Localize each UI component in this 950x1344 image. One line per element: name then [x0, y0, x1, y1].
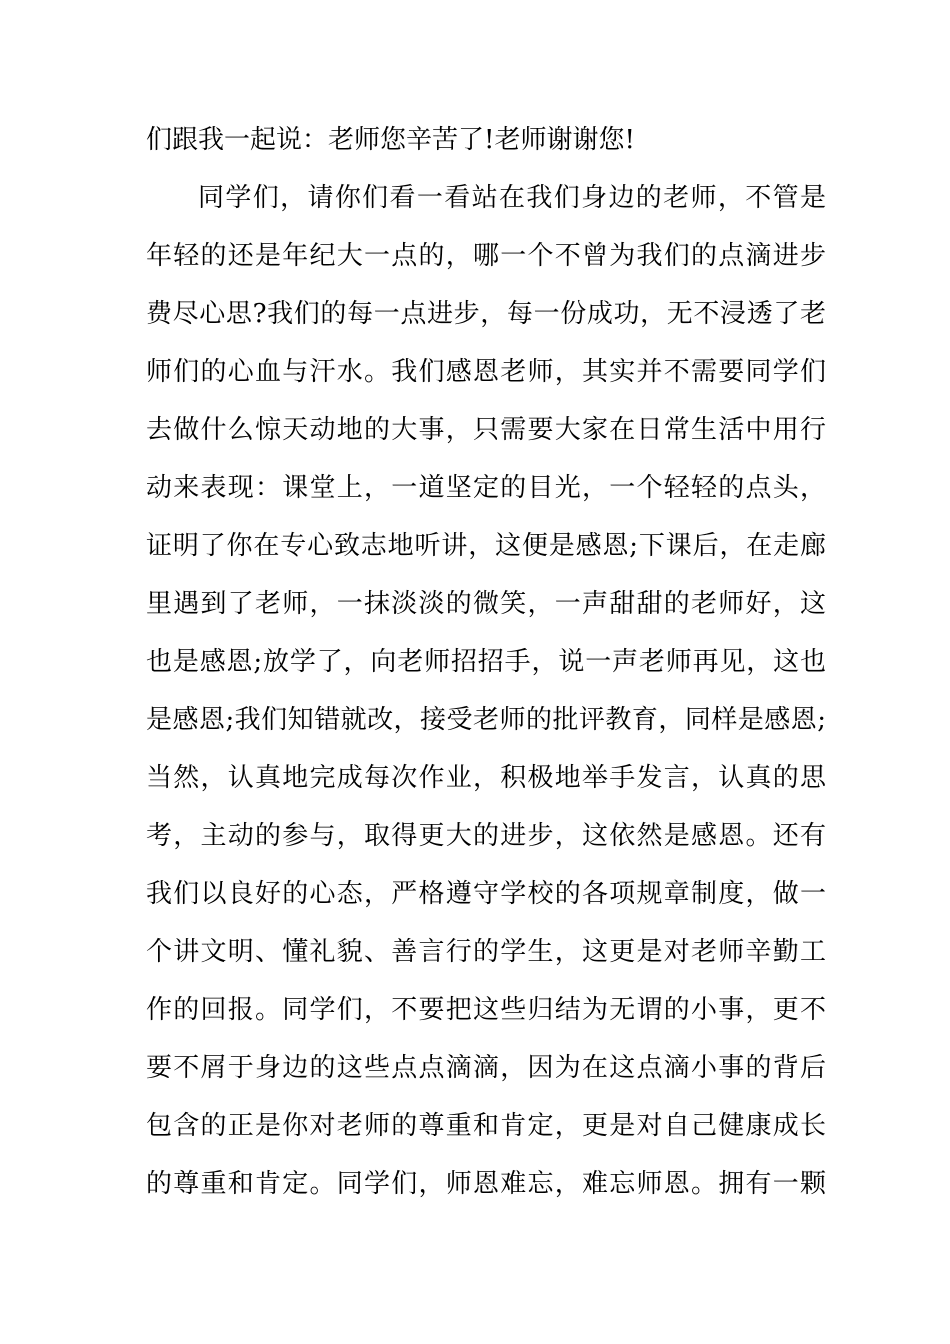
paragraph-first-line: 同学们，请你们看一看站在我们身边的老师，不管是 — [198, 183, 826, 213]
text-line-13: 考，主动的参与，取得更大的进步，这依然是感恩。还有 — [146, 821, 826, 851]
text-line-9: 里遇到了老师，一抹淡淡的微笑，一声甜甜的老师好，这 — [146, 589, 826, 619]
text-line-18: 包含的正是你对老师的尊重和肯定，更是对自己健康成长 — [146, 1111, 826, 1141]
text-line-4: 费尽心思?我们的每一点进步，每一份成功，无不浸透了老 — [146, 299, 826, 329]
text-line-17: 要不屑于身边的这些点点滴滴，因为在这点滴小事的背后 — [146, 1053, 826, 1083]
text-line-5: 师们的心血与汗水。我们感恩老师，其实并不需要同学们 — [146, 357, 826, 387]
text-line-16: 作的回报。同学们，不要把这些归结为无谓的小事，更不 — [146, 995, 826, 1025]
text-line-15: 个讲文明、懂礼貌、善言行的学生，这更是对老师辛勤工 — [146, 937, 826, 967]
text-line-19: 的尊重和肯定。同学们，师恩难忘，难忘师恩。拥有一颗 — [146, 1169, 826, 1199]
text-line-10: 也是感恩;放学了，向老师招招手，说一声老师再见，这也 — [146, 647, 826, 677]
text-line-3: 年轻的还是年纪大一点的，哪一个不曾为我们的点滴进步 — [146, 241, 826, 271]
text-line-1: 们跟我一起说：老师您辛苦了!老师谢谢您! — [146, 125, 635, 155]
text-line-12: 当然，认真地完成每次作业，积极地举手发言，认真的思 — [146, 763, 826, 793]
text-line-8: 证明了你在专心致志地听讲，这便是感恩;下课后，在走廊 — [146, 531, 826, 561]
text-line-11: 是感恩;我们知错就改，接受老师的批评教育，同样是感恩; — [146, 705, 826, 735]
text-line-7: 动来表现：课堂上，一道坚定的目光，一个轻轻的点头， — [146, 473, 826, 503]
text-line-14: 我们以良好的心态，严格遵守学校的各项规章制度，做一 — [146, 879, 826, 909]
text-line-6: 去做什么惊天动地的大事，只需要大家在日常生活中用行 — [146, 415, 826, 445]
